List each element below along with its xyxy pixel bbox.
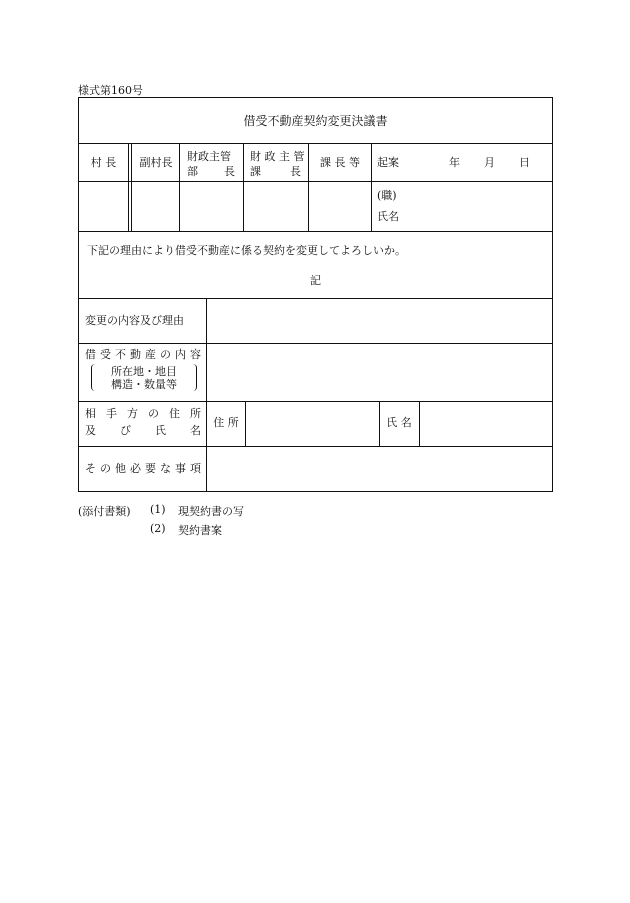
divider [79, 181, 552, 182]
header-kachou-tou: 課 長 等 [320, 156, 360, 169]
header-zaisei-buchou-line2: 部 長 [187, 165, 235, 178]
header-fukusonchou: 副村長 [139, 156, 173, 169]
divider [79, 401, 552, 402]
divider [179, 143, 180, 231]
date-day: 日 [519, 156, 530, 169]
label-jusho: 住 所 [213, 416, 239, 429]
label-fudousan-sub2: 構造・数量等 [111, 378, 177, 391]
ki-mark: 記 [310, 274, 321, 287]
divider [243, 143, 244, 231]
divider [371, 143, 372, 231]
label-fudousan: 借 受 不 動 産 の 内 容 [85, 348, 201, 361]
label-shoku: (職) [377, 189, 397, 202]
label-aite-line1: 相 手 方 の 住 所 [85, 407, 201, 420]
label-sonota: そ の 他 必 要 な 事 項 [85, 462, 201, 475]
label-shimei: 氏名 [377, 210, 399, 223]
header-kian: 起案 [377, 156, 399, 169]
divider [79, 143, 552, 144]
divider [79, 231, 552, 232]
divider [128, 143, 129, 231]
form-title: 借受不動産契約変更決議書 [243, 114, 388, 128]
divider [79, 298, 552, 299]
divider [206, 298, 207, 492]
date-year: 年 [449, 156, 460, 169]
label-shimei-row: 氏 名 [386, 416, 412, 429]
header-zaisei-kachou-line2: 課 長 [250, 165, 301, 178]
header-zaisei-kachou-line1: 財 政 主 管 [250, 150, 305, 163]
divider [419, 401, 420, 446]
divider [379, 401, 380, 446]
form-number: 様式第160号 [78, 84, 143, 97]
divider [245, 401, 246, 446]
label-aite-line2: 及 び 氏 名 [85, 424, 201, 437]
decision-form [78, 97, 553, 492]
label-fudousan-sub1: 所在地・地目 [111, 365, 177, 378]
header-zaisei-buchou-line1: 財政主管 [187, 150, 231, 163]
divider [308, 143, 309, 231]
header-sonchou: 村 長 [90, 156, 117, 169]
label-fudousan-cell [79, 343, 206, 401]
sub-bracket [91, 364, 197, 391]
attachments-label: (添付書類) [78, 505, 131, 518]
attachment-2-num: (2) [150, 522, 166, 535]
statement-text: 下記の理由により借受不動産に係る契約を変更してよろしいか。 [87, 244, 406, 257]
divider [131, 143, 132, 231]
attachment-1-num: (1) [150, 503, 166, 516]
label-henkou: 変更の内容及び理由 [85, 314, 184, 327]
date-month: 月 [484, 156, 495, 169]
attachment-2-text: 契約書案 [178, 524, 222, 537]
divider [79, 446, 552, 447]
attachment-1-text: 現契約書の写 [178, 505, 244, 518]
